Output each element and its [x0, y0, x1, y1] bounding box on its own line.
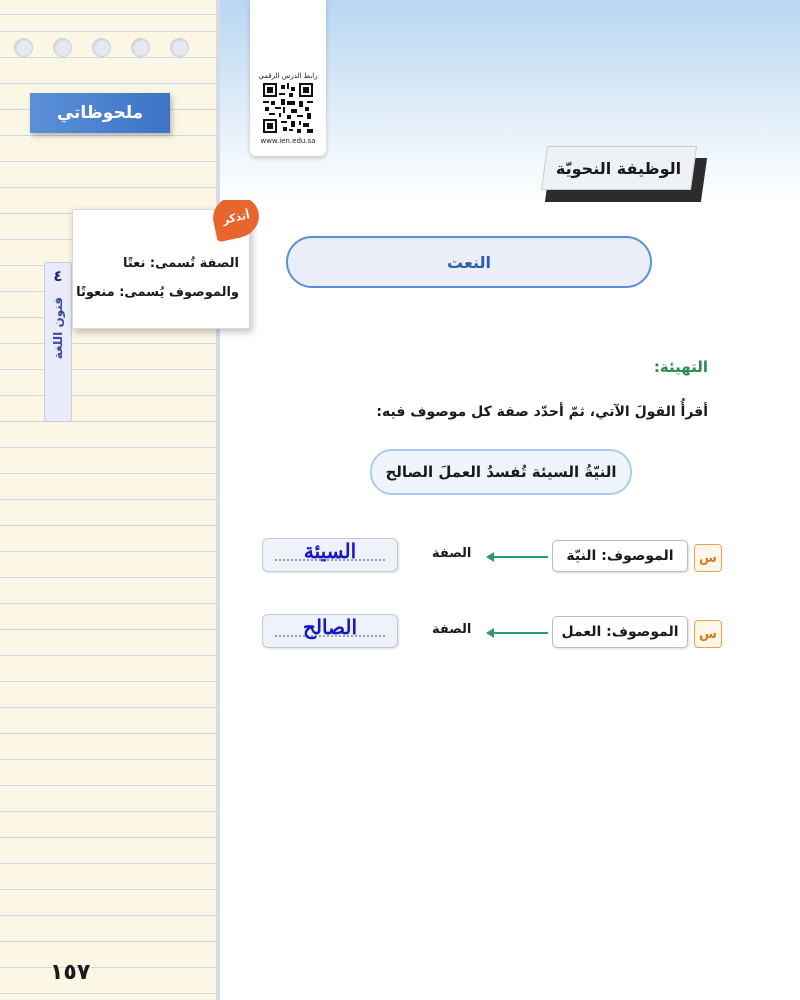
unit-number: ٤ [53, 267, 63, 285]
exercise-row [262, 540, 722, 574]
page-number: ١٥٧ [50, 960, 91, 985]
notebook-column [0, 0, 220, 1000]
question-marker: س [694, 620, 722, 648]
quote-box [370, 449, 632, 495]
qr-card[interactable] [250, 0, 326, 156]
warmup-label: التهيئة: [653, 358, 708, 376]
qr-url[interactable]: www.ien.edu.sa [260, 137, 316, 145]
remember-badge: أتذكر [209, 192, 263, 243]
qr-caption: رابط الدرس الرقمي [258, 72, 318, 80]
adjective-label: الصفة [432, 622, 472, 637]
answer-text: السيئة [303, 539, 357, 563]
section-banner [544, 144, 706, 206]
quote-text: النيّةُ السيئة تُفسدُ العملَ الصالح [385, 463, 617, 481]
binder-ring-icon [170, 38, 189, 57]
divider [0, 14, 216, 15]
lesson-title: النعت [447, 252, 491, 272]
answer-field[interactable] [262, 614, 398, 648]
unit-title: فنون اللغة [51, 297, 65, 360]
unit-tab[interactable] [44, 262, 72, 422]
adjective-label: الصفة [432, 546, 472, 561]
binder-ring-icon [53, 38, 72, 57]
qr-code-icon[interactable] [263, 83, 313, 133]
exercise-row [262, 616, 722, 650]
binder-ring-icon [14, 38, 33, 57]
remember-line-adjective: الصفة تُسمى: نعتًا [122, 256, 239, 271]
binder-rings [14, 38, 189, 57]
binder-ring-icon [131, 38, 150, 57]
binder-ring-icon [92, 38, 111, 57]
answer-field[interactable] [262, 538, 398, 572]
section-title: الوظيفة النحويّة [556, 158, 682, 178]
question-marker: س [694, 544, 722, 572]
lesson-title-box [286, 236, 652, 288]
described-box: الموصوف: العمل [552, 616, 688, 648]
notes-title: ملحوظاتي [30, 93, 170, 133]
remember-line-described: والموصوف يُسمى: منعوتًا [76, 285, 239, 300]
answer-text: الصالح [302, 615, 358, 639]
remember-card [72, 209, 250, 329]
arrow-left-icon [486, 630, 548, 636]
arrow-left-icon [486, 554, 548, 560]
described-box: الموصوف: النيّة [552, 540, 688, 572]
instruction-text: أقرأُ القولَ الآتي، ثمّ أحدّد صفة كل موصوف فيه: [376, 404, 708, 420]
